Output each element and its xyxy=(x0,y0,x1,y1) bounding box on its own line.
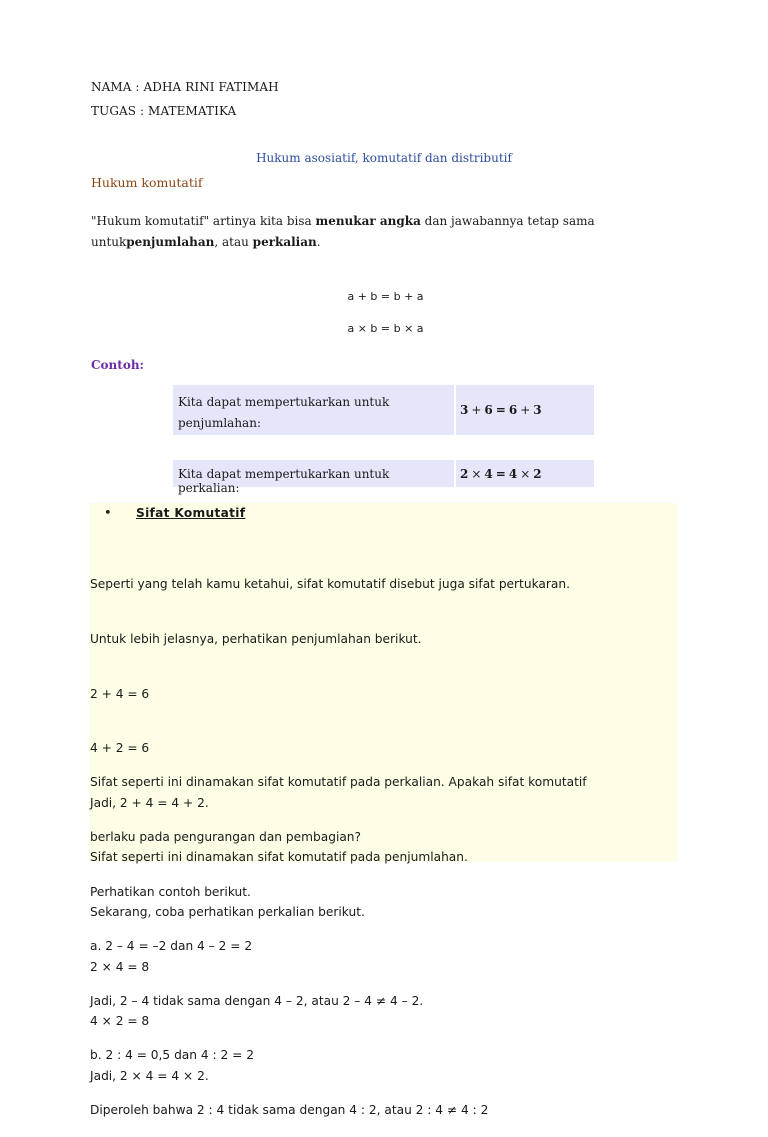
bullet-icon: • xyxy=(104,506,112,521)
body-line: 4 + 2 = 6 xyxy=(90,741,150,756)
intro-bold-penjumlahan: penjumlahan xyxy=(126,235,215,249)
equation-term: 6 xyxy=(484,403,493,417)
section-heading: Hukum komutatif xyxy=(91,175,203,190)
equation-term: 2 xyxy=(533,466,542,481)
intro-line-1 xyxy=(91,211,691,232)
body-line: 2 × 4 = 8 xyxy=(90,959,150,974)
body-line: Jadi, 2 – 4 tidak sama dengan 4 – 2, atau 2 – 4 ≠ 4 – 2. xyxy=(90,993,424,1008)
body-line: 2 + 4 = 6 xyxy=(90,686,150,701)
body-line: 4 × 2 = 8 xyxy=(90,1014,150,1029)
page-title: Hukum asosiatif, komutatif dan distributif xyxy=(256,151,512,165)
equation-term: 3 xyxy=(533,403,542,417)
equation-term: 4 xyxy=(484,466,493,481)
equation-term: 6 xyxy=(508,403,518,417)
body-line: Untuk lebih jelasnya, perhatikan penjumlahan berikut. xyxy=(90,632,422,646)
equation-term: 4 xyxy=(508,466,518,481)
formula-multiplication: a × b = b × a xyxy=(347,322,424,335)
equation-term: 3 xyxy=(460,403,469,417)
body-line: berlaku pada pengurangan dan pembagian? xyxy=(90,830,361,844)
sifat-body-2 xyxy=(90,737,587,1137)
intro-paragraph xyxy=(91,211,691,253)
intro-text: , atau xyxy=(214,235,253,249)
equation-operator: + xyxy=(520,403,531,417)
contoh-label: Contoh: xyxy=(91,358,144,372)
equation-equals: = xyxy=(495,403,506,417)
body-line: Perhatikan contoh berikut. xyxy=(90,884,251,899)
example-row-addition-equation xyxy=(456,385,594,435)
intro-text: dan jawabannya tetap sama xyxy=(420,214,595,228)
equation-operator: × xyxy=(520,466,531,481)
body-line: Sifat seperti ini dinamakan sifat komutatif pada penjumlahan. xyxy=(90,850,468,865)
intro-text: . xyxy=(316,235,321,249)
body-line: a. 2 – 4 = –2 dan 4 – 2 = 2 xyxy=(90,939,253,954)
example-row-multiplication-text: Kita dapat mempertukarkan untuk perkalian: xyxy=(173,460,454,487)
example-row-multiplication-equation xyxy=(456,460,594,487)
body-line: Sekarang, coba perhatikan perkalian berikut. xyxy=(90,904,365,919)
intro-bold-menukar: menukar angka xyxy=(315,214,421,228)
body-line: Seperti yang telah kamu ketahui, sifat komutatif disebut juga sifat pertukaran. xyxy=(90,577,570,592)
equation-term: 2 xyxy=(460,466,469,481)
equation-equals: = xyxy=(495,466,506,481)
intro-text: untuk xyxy=(91,235,127,249)
intro-bold-perkalian: perkalian xyxy=(252,235,317,249)
body-line: Jadi, 2 × 4 = 4 × 2. xyxy=(90,1068,209,1083)
sifat-heading: Sifat Komutatif xyxy=(136,506,246,520)
formula-addition: a + b = b + a xyxy=(347,290,424,303)
body-line: Diperoleh bahwa 2 : 4 tidak sama dengan 4 : 2, atau 2 : 4 ≠ 4 : 2 xyxy=(90,1102,489,1117)
equation-operator: × xyxy=(471,466,482,481)
equation-operator: + xyxy=(471,403,482,417)
body-line: Sifat seperti ini dinamakan sifat komutatif pada perkalian. Apakah sifat komutatif xyxy=(90,775,587,790)
intro-line-2 xyxy=(91,232,691,253)
body-line: Jadi, 2 + 4 = 4 + 2. xyxy=(90,795,209,810)
name-line: NAMA : ADHA RINI FATIMAH xyxy=(91,80,279,94)
task-line: TUGAS : MATEMATIKA xyxy=(91,104,237,118)
example-row-addition-text: Kita dapat mempertukarkan untuk penjumlahan: xyxy=(173,385,454,435)
intro-text: "Hukum komutatif" artinya kita bisa xyxy=(91,214,316,228)
body-line: b. 2 : 4 = 0,5 dan 4 : 2 = 2 xyxy=(90,1048,254,1063)
